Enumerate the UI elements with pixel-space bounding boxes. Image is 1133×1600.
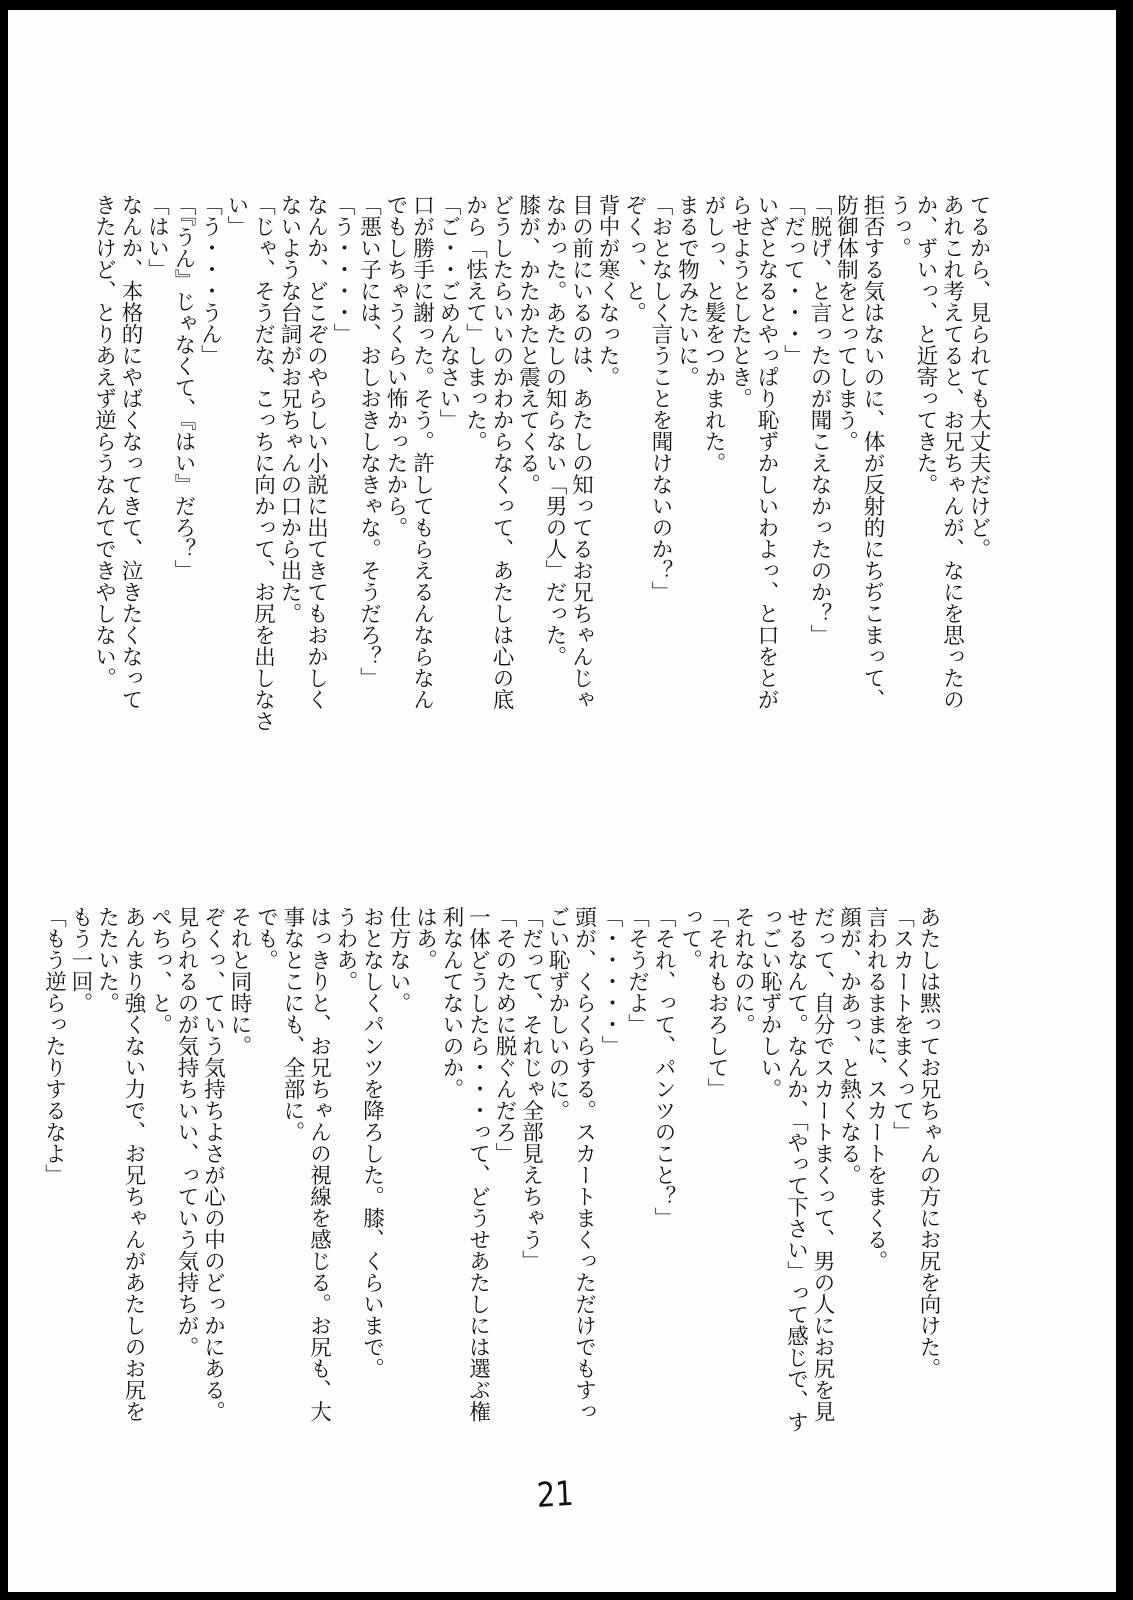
text-line: せるなんて。なんか、「やって下さい」って感じで、す — [783, 906, 809, 1433]
text-line: 目の前にいるのは、あたしの知ってるお兄ちゃんじゃ — [568, 194, 594, 710]
text-line: なかった。あたしの知らない「男の人」だった。 — [542, 194, 567, 667]
text-line: 一体どうしたら・・・って、どうせあたしには選ぶ権 — [465, 906, 491, 1422]
text-line: か、ずいっ、と近寄ってきた。 — [913, 194, 938, 495]
text-line: 「はい」 — [144, 194, 170, 280]
text-line: 「じゃ、そうだな、こっちに向かって、お尻を出しなさ — [250, 194, 276, 732]
text-line: 拒否する気はないのに、体が反射的にちぢこまって、 — [860, 194, 885, 710]
text-line: それなのに。 — [730, 906, 756, 1035]
text-line: 仕方ない。 — [386, 906, 411, 1014]
text-line: ないような台詞がお兄ちゃんの口から出た。 — [277, 194, 302, 624]
text-line: 「スカートをまくって」 — [889, 906, 915, 1143]
text-line: はあ。 — [412, 906, 438, 971]
text-line: 「おとなしく言うことを聞けないのか？」 — [648, 194, 673, 603]
text-line: まるで物みたいに。 — [674, 194, 700, 388]
text-line: おとなしくパンツを降ろした。膝、くらいまで。 — [359, 906, 385, 1379]
text-line: なんか、本格的にやばくなってきて、泣きたくなって — [118, 194, 143, 710]
text-line: 事なとこにも、全部に。 — [280, 906, 305, 1143]
text-line: だって、自分でスカートまくって、男の人にお尻を見 — [810, 906, 835, 1422]
text-line: てるから、見られても大丈夫だけど。 — [966, 194, 991, 560]
text-line: って。 — [677, 906, 703, 971]
text-line: っごい恥ずかしい。 — [757, 906, 782, 1100]
text-line: うわあ。 — [333, 906, 358, 992]
text-line: 「もう逆らったりするなよ」 — [41, 906, 67, 1186]
text-line: 「それ、って、パンツのこと？」 — [651, 906, 676, 1229]
text-block-lower — [41, 906, 941, 1466]
text-line: どうしたらいいのかわからなくって、あたしは心の底 — [489, 194, 514, 710]
manuscript-page — [8, 10, 1116, 1592]
text-line: ぺちっ、と。 — [147, 906, 173, 1035]
text-line: 「『うん』じゃなくて、『はい』だろ？」 — [171, 194, 196, 581]
text-line: 頭が、くらくらする。スカートまくっただけでもすっ — [571, 906, 597, 1422]
text-line: 「そうだよ」 — [624, 906, 650, 1035]
text-line: ぞくっ、ていう気持ちよさが心の中のどっかにある。 — [200, 906, 226, 1422]
text-line: 言われるままに、スカートをまくる。 — [863, 906, 888, 1272]
text-line: 利なんてないのか。 — [439, 906, 464, 1100]
text-line: はっきりと、お兄ちゃんの視線を感じる。お尻も、大 — [306, 906, 332, 1422]
page-number: 21 — [536, 1473, 575, 1516]
text-line: から「怯えて」しまった。 — [462, 194, 488, 452]
text-line: 顔が、かあっ、と熱くなる。 — [836, 906, 862, 1186]
text-line: でも。 — [253, 906, 279, 971]
text-line: 「そのために脱ぐんだろ」 — [492, 906, 517, 1164]
text-block-upper — [91, 194, 991, 794]
text-line: あたしは黙ってお兄ちゃんの方にお尻を向けた。 — [916, 906, 941, 1379]
text-line: 「だって・・・」 — [780, 194, 806, 366]
text-line: 防御体制をとってしまう。 — [833, 194, 859, 452]
text-line: でもしちゃうくらい怖かったから。 — [383, 194, 408, 538]
text-line: い」 — [224, 194, 249, 237]
text-line: 「ご・・ごめんなさい」 — [436, 194, 461, 431]
text-line: 「それもおろして」 — [704, 906, 729, 1100]
text-line: 膝が、かたかたと震えてくる。 — [515, 194, 541, 495]
text-line: ぞくっ、と。 — [621, 194, 647, 323]
text-line: ごい恥ずかしいのに。 — [545, 906, 570, 1121]
text-line: 「う・・・うん」 — [197, 194, 223, 366]
text-line: 「悪い子には、おしおきしなきゃな。そうだろ？」 — [356, 194, 382, 689]
text-line: 「だって、それじゃ全部見えちゃう」 — [518, 906, 544, 1272]
text-line: うっ。 — [886, 194, 912, 259]
text-line: きたけど、とりあえず逆らうなんてできやしない。 — [91, 194, 117, 689]
text-line: がしっ、と髪をつかまれた。 — [701, 194, 726, 474]
text-line: 見られるのが気持ちいい、っていう気持ちが。 — [174, 906, 199, 1358]
text-line: らせようとしたとき。 — [727, 194, 753, 409]
text-line: それと同時に。 — [227, 906, 252, 1057]
text-line: たたいた。 — [94, 906, 120, 1014]
text-line: あんまり強くない力で、お兄ちゃんがあたしのお尻を — [121, 906, 146, 1422]
text-line: 背中が寒くなった。 — [595, 194, 620, 388]
text-line: 「脱げ、と言ったのが聞こえなかったのか？」 — [807, 194, 832, 646]
text-line: もう一回。 — [68, 906, 93, 1014]
text-line: あれこれ考えてると、お兄ちゃんが、なにを思ったの — [939, 194, 965, 710]
text-line: 口が勝手に謝った。そう。許してもらえるんならなん — [409, 194, 435, 710]
text-line: 「う・・・・」 — [330, 194, 355, 345]
text-line: 「・・・・・」 — [598, 906, 623, 1057]
text-line: いざとなるとやっぱり恥ずかしいわよっ、と口をとが — [754, 194, 779, 710]
text-line: なんか、どこぞのやらしい小説に出てきてもおかしく — [303, 194, 329, 710]
